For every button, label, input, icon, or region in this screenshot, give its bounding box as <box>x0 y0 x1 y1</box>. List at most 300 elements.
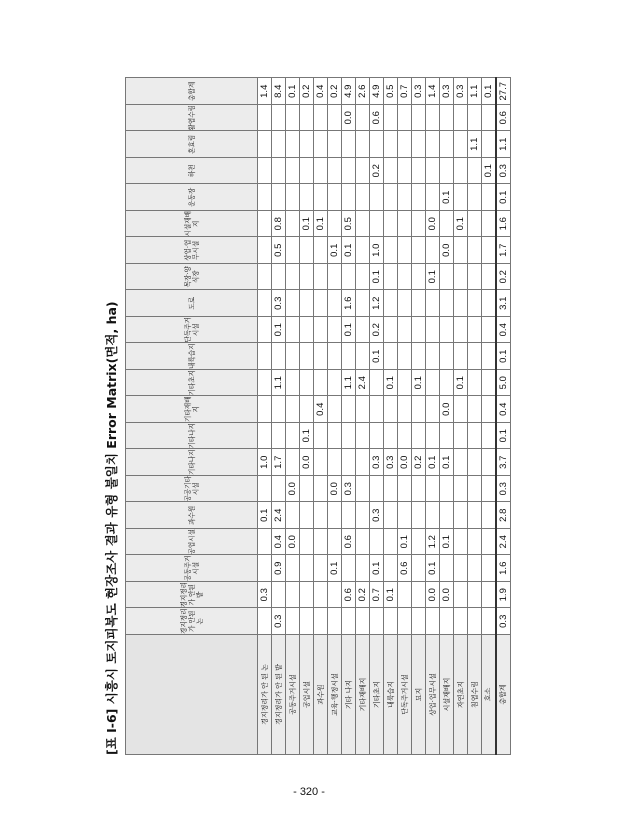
matrix-cell: 1.0 <box>370 237 384 264</box>
matrix-cell: 0.1 <box>440 449 454 476</box>
matrix-cell <box>300 317 314 344</box>
matrix-cell <box>370 131 384 158</box>
table-row <box>454 78 468 755</box>
matrix-cell <box>468 555 482 582</box>
matrix-cell <box>482 184 496 211</box>
matrix-cell <box>258 105 272 132</box>
matrix-cell: 0.2 <box>370 317 384 344</box>
matrix-cell <box>454 582 468 609</box>
matrix-cell: 0.1 <box>440 184 454 211</box>
total-cell: 3.7 <box>496 449 511 476</box>
matrix-cell <box>300 343 314 370</box>
matrix-cell: 1.4 <box>258 78 272 105</box>
matrix-cell: 1.0 <box>258 449 272 476</box>
matrix-cell <box>412 502 426 529</box>
matrix-cell <box>286 555 300 582</box>
matrix-cell: 0.3 <box>384 449 398 476</box>
matrix-cell <box>286 158 300 185</box>
matrix-cell: 0.1 <box>370 343 384 370</box>
matrix-cell <box>286 237 300 264</box>
matrix-cell <box>412 608 426 635</box>
matrix-cell: 0.1 <box>454 370 468 397</box>
matrix-cell <box>412 264 426 291</box>
matrix-cell <box>258 423 272 450</box>
matrix-cell <box>412 131 426 158</box>
column-header: 도로 <box>126 290 258 317</box>
row-header: 기타재배지 <box>356 635 370 755</box>
matrix-cell <box>314 370 328 397</box>
page-number: - 320 - <box>293 786 325 798</box>
matrix-cell: 0.1 <box>398 529 412 556</box>
matrix-cell <box>412 237 426 264</box>
column-header: 기타재배지 <box>126 396 258 423</box>
matrix-cell: 1.1 <box>468 78 482 105</box>
matrix-cell: 0.7 <box>398 78 412 105</box>
matrix-cell <box>328 264 342 291</box>
matrix-cell <box>482 423 496 450</box>
matrix-cell <box>258 529 272 556</box>
row-header: 경지정리가 안 된 밭 <box>272 635 286 755</box>
matrix-cell: 0.0 <box>328 476 342 503</box>
matrix-cell <box>356 502 370 529</box>
matrix-cell: 0.4 <box>272 529 286 556</box>
matrix-cell <box>300 264 314 291</box>
matrix-cell <box>342 184 356 211</box>
matrix-cell <box>356 449 370 476</box>
matrix-cell <box>300 582 314 609</box>
matrix-cell <box>482 237 496 264</box>
total-cell: 0.1 <box>496 184 511 211</box>
matrix-cell <box>426 396 440 423</box>
matrix-cell: 0.7 <box>370 582 384 609</box>
matrix-cell <box>468 396 482 423</box>
matrix-cell <box>468 158 482 185</box>
matrix-cell <box>482 131 496 158</box>
matrix-cell <box>454 423 468 450</box>
table-row <box>370 78 384 755</box>
matrix-cell <box>328 529 342 556</box>
matrix-cell <box>426 290 440 317</box>
matrix-cell: 0.0 <box>286 476 300 503</box>
matrix-cell: 0.3 <box>272 290 286 317</box>
matrix-cell: 0.2 <box>356 582 370 609</box>
matrix-cell <box>468 423 482 450</box>
matrix-cell <box>440 290 454 317</box>
total-cell: 0.3 <box>496 476 511 503</box>
matrix-cell <box>300 502 314 529</box>
matrix-cell: 0.6 <box>342 529 356 556</box>
matrix-cell <box>258 264 272 291</box>
matrix-cell <box>440 555 454 582</box>
matrix-cell <box>314 158 328 185</box>
rotated-document <box>101 75 511 755</box>
matrix-cell <box>482 529 496 556</box>
matrix-cell <box>328 211 342 238</box>
matrix-cell <box>258 370 272 397</box>
matrix-cell <box>384 343 398 370</box>
matrix-cell <box>482 317 496 344</box>
matrix-cell <box>440 158 454 185</box>
matrix-cell <box>384 555 398 582</box>
matrix-cell: 0.0 <box>426 582 440 609</box>
matrix-cell: 0.1 <box>426 449 440 476</box>
matrix-cell <box>454 184 468 211</box>
matrix-cell <box>328 184 342 211</box>
matrix-cell <box>258 343 272 370</box>
matrix-cell <box>342 449 356 476</box>
matrix-cell: 0.3 <box>370 502 384 529</box>
matrix-cell: 0.1 <box>482 78 496 105</box>
matrix-cell <box>426 184 440 211</box>
matrix-cell: 0.6 <box>342 582 356 609</box>
matrix-cell <box>398 158 412 185</box>
matrix-cell <box>384 317 398 344</box>
matrix-cell <box>398 396 412 423</box>
matrix-cell <box>468 370 482 397</box>
column-header: 경지정리가 안된 논 <box>126 608 258 635</box>
row-header: 내륙습지 <box>384 635 398 755</box>
matrix-cell <box>300 476 314 503</box>
matrix-cell <box>314 423 328 450</box>
matrix-cell: 0.1 <box>272 317 286 344</box>
matrix-cell <box>314 608 328 635</box>
matrix-cell <box>482 502 496 529</box>
matrix-cell: 0.0 <box>342 105 356 132</box>
row-header: 경지정리가 안 된 논 <box>258 635 272 755</box>
matrix-cell <box>454 396 468 423</box>
matrix-cell: 0.3 <box>370 449 384 476</box>
column-header: 내륙습지 <box>126 343 258 370</box>
matrix-cell: 0.1 <box>454 211 468 238</box>
matrix-cell <box>356 317 370 344</box>
matrix-cell <box>286 264 300 291</box>
matrix-cell <box>412 343 426 370</box>
matrix-cell <box>412 290 426 317</box>
matrix-cell <box>328 290 342 317</box>
matrix-cell <box>314 582 328 609</box>
matrix-cell <box>454 529 468 556</box>
matrix-cell <box>272 343 286 370</box>
matrix-cell <box>412 211 426 238</box>
matrix-cell <box>454 608 468 635</box>
matrix-cell <box>258 396 272 423</box>
row-header: 단독주거시설 <box>398 635 412 755</box>
table-row <box>412 78 426 755</box>
row-header: 과수원 <box>314 635 328 755</box>
matrix-cell <box>454 158 468 185</box>
matrix-cell <box>356 290 370 317</box>
matrix-cell <box>328 158 342 185</box>
matrix-cell <box>398 370 412 397</box>
table-row <box>328 78 342 755</box>
matrix-cell: 4.9 <box>370 78 384 105</box>
total-cell: 1.6 <box>496 555 511 582</box>
matrix-cell <box>468 343 482 370</box>
matrix-cell: 0.1 <box>370 264 384 291</box>
matrix-cell <box>286 131 300 158</box>
matrix-cell: 0.3 <box>342 476 356 503</box>
matrix-cell <box>258 476 272 503</box>
matrix-cell <box>300 184 314 211</box>
matrix-cell <box>398 582 412 609</box>
total-cell: 0.3 <box>496 608 511 635</box>
matrix-cell <box>258 211 272 238</box>
column-header: 시설재배지 <box>126 211 258 238</box>
matrix-cell: 8.4 <box>272 78 286 105</box>
matrix-cell <box>454 476 468 503</box>
matrix-cell <box>356 423 370 450</box>
matrix-cell: 0.1 <box>384 582 398 609</box>
matrix-cell: 0.1 <box>314 211 328 238</box>
matrix-cell <box>286 449 300 476</box>
matrix-cell <box>328 502 342 529</box>
matrix-cell: 0.1 <box>300 423 314 450</box>
matrix-cell <box>398 290 412 317</box>
matrix-cell <box>300 608 314 635</box>
matrix-cell <box>356 184 370 211</box>
matrix-cell <box>454 343 468 370</box>
matrix-cell <box>468 237 482 264</box>
matrix-cell: 0.5 <box>272 237 286 264</box>
matrix-cell <box>356 105 370 132</box>
matrix-cell: 0.0 <box>440 237 454 264</box>
matrix-cell <box>384 396 398 423</box>
row-header: 상업·업무시설 <box>426 635 440 755</box>
matrix-cell: 0.1 <box>482 158 496 185</box>
matrix-cell <box>314 555 328 582</box>
matrix-cell: 0.0 <box>398 449 412 476</box>
matrix-cell <box>412 396 426 423</box>
matrix-cell: 0.3 <box>258 582 272 609</box>
matrix-cell: 0.2 <box>328 78 342 105</box>
matrix-cell <box>356 396 370 423</box>
matrix-cell <box>328 131 342 158</box>
matrix-cell <box>454 449 468 476</box>
matrix-cell <box>426 502 440 529</box>
column-header: 공공기타시설 <box>126 476 258 503</box>
matrix-cell <box>286 211 300 238</box>
matrix-cell <box>468 476 482 503</box>
matrix-cell: 0.3 <box>440 78 454 105</box>
matrix-cell <box>426 158 440 185</box>
matrix-cell: 0.1 <box>370 555 384 582</box>
row-header: 공업시설 <box>300 635 314 755</box>
total-cell: 1.9 <box>496 582 511 609</box>
matrix-cell <box>370 396 384 423</box>
matrix-cell <box>370 211 384 238</box>
matrix-cell <box>482 105 496 132</box>
matrix-cell <box>384 502 398 529</box>
matrix-cell <box>328 396 342 423</box>
matrix-cell <box>440 476 454 503</box>
matrix-cell <box>314 105 328 132</box>
matrix-cell <box>314 343 328 370</box>
total-cell: 0.3 <box>496 158 511 185</box>
table-row <box>314 78 328 755</box>
matrix-cell: 0.6 <box>398 555 412 582</box>
matrix-cell <box>300 555 314 582</box>
matrix-cell <box>328 343 342 370</box>
matrix-cell <box>272 158 286 185</box>
total-cell: 0.2 <box>496 264 511 291</box>
matrix-cell <box>328 449 342 476</box>
matrix-cell <box>370 423 384 450</box>
matrix-cell <box>468 449 482 476</box>
matrix-cell: 1.4 <box>426 78 440 105</box>
matrix-cell <box>384 608 398 635</box>
total-row <box>496 78 511 755</box>
matrix-cell <box>398 608 412 635</box>
matrix-cell: 0.1 <box>328 555 342 582</box>
matrix-cell <box>468 529 482 556</box>
matrix-cell <box>258 317 272 344</box>
matrix-cell <box>286 343 300 370</box>
matrix-cell <box>370 529 384 556</box>
matrix-cell <box>384 290 398 317</box>
matrix-cell <box>468 105 482 132</box>
matrix-cell <box>482 290 496 317</box>
matrix-cell: 0.5 <box>384 78 398 105</box>
column-header: 경지정리가 안된 밭 <box>126 582 258 609</box>
matrix-cell <box>440 131 454 158</box>
matrix-cell <box>272 264 286 291</box>
matrix-cell <box>440 105 454 132</box>
total-cell: 5.0 <box>496 370 511 397</box>
matrix-cell <box>412 317 426 344</box>
matrix-cell <box>384 476 398 503</box>
matrix-cell <box>468 608 482 635</box>
matrix-cell <box>440 423 454 450</box>
matrix-cell <box>300 131 314 158</box>
table-row <box>468 78 482 755</box>
matrix-cell <box>356 476 370 503</box>
error-matrix-table <box>125 78 511 756</box>
matrix-cell <box>426 131 440 158</box>
matrix-cell: 0.1 <box>300 211 314 238</box>
table-row <box>482 78 496 755</box>
matrix-cell <box>356 211 370 238</box>
matrix-cell: 0.2 <box>370 158 384 185</box>
matrix-cell <box>412 105 426 132</box>
matrix-cell <box>328 105 342 132</box>
matrix-cell <box>454 264 468 291</box>
matrix-cell <box>314 529 328 556</box>
column-header: 기타나지 <box>126 423 258 450</box>
matrix-cell <box>440 370 454 397</box>
matrix-cell <box>370 184 384 211</box>
matrix-cell: 0.4 <box>314 396 328 423</box>
total-cell: 27.7 <box>496 78 511 105</box>
matrix-cell <box>286 184 300 211</box>
matrix-cell <box>398 211 412 238</box>
matrix-cell <box>426 608 440 635</box>
matrix-cell: 0.2 <box>300 78 314 105</box>
matrix-cell <box>454 317 468 344</box>
matrix-cell <box>412 529 426 556</box>
matrix-cell <box>440 343 454 370</box>
matrix-cell <box>454 502 468 529</box>
total-cell: 0.6 <box>496 105 511 132</box>
matrix-cell: 0.1 <box>412 370 426 397</box>
matrix-cell <box>314 476 328 503</box>
matrix-cell: 0.6 <box>370 105 384 132</box>
matrix-cell: 0.1 <box>440 529 454 556</box>
table-title: [표 Ⅰ-6] 시흥시 토지피복도 현장조사 결과 유형 불일치 Error Matrix(면적, ha) <box>104 301 119 755</box>
matrix-cell <box>412 476 426 503</box>
matrix-cell: 0.0 <box>286 529 300 556</box>
matrix-cell <box>258 608 272 635</box>
matrix-cell: 0.1 <box>258 502 272 529</box>
row-header: 묘지 <box>412 635 426 755</box>
matrix-cell <box>314 131 328 158</box>
matrix-cell: 1.6 <box>342 290 356 317</box>
matrix-cell: 0.5 <box>342 211 356 238</box>
matrix-cell: 1.1 <box>468 131 482 158</box>
column-header: 상업·업무시설 <box>126 237 258 264</box>
matrix-cell <box>412 423 426 450</box>
matrix-cell: 0.1 <box>342 237 356 264</box>
row-header: 교육·행정시설 <box>328 635 342 755</box>
matrix-cell <box>468 211 482 238</box>
column-header: 운동장 <box>126 184 258 211</box>
matrix-cell <box>342 158 356 185</box>
matrix-cell <box>272 131 286 158</box>
matrix-cell <box>454 555 468 582</box>
total-cell: 1.1 <box>496 131 511 158</box>
matrix-cell: 0.1 <box>426 555 440 582</box>
matrix-cell <box>286 370 300 397</box>
matrix-cell: 2.4 <box>272 502 286 529</box>
matrix-cell <box>300 290 314 317</box>
matrix-cell <box>314 449 328 476</box>
matrix-cell <box>440 608 454 635</box>
matrix-cell <box>468 582 482 609</box>
matrix-cell <box>258 555 272 582</box>
matrix-cell <box>384 423 398 450</box>
matrix-cell <box>356 131 370 158</box>
matrix-cell <box>356 555 370 582</box>
matrix-cell <box>384 529 398 556</box>
column-header: 기타초지 <box>126 370 258 397</box>
matrix-cell <box>328 582 342 609</box>
column-header: 활엽수림 <box>126 105 258 132</box>
row-header: 자연초지 <box>454 635 468 755</box>
matrix-cell <box>314 264 328 291</box>
matrix-cell: 0.4 <box>314 78 328 105</box>
column-header: 공동주거시설 <box>126 555 258 582</box>
matrix-cell <box>272 105 286 132</box>
table-row <box>272 78 286 755</box>
matrix-cell <box>356 158 370 185</box>
matrix-cell <box>258 131 272 158</box>
matrix-cell <box>300 105 314 132</box>
matrix-cell: 4.9 <box>342 78 356 105</box>
matrix-cell <box>328 423 342 450</box>
matrix-cell <box>412 582 426 609</box>
table-row <box>398 78 412 755</box>
matrix-cell <box>468 502 482 529</box>
matrix-cell <box>384 158 398 185</box>
matrix-cell <box>468 290 482 317</box>
matrix-cell <box>482 211 496 238</box>
total-cell: 2.8 <box>496 502 511 529</box>
total-cell: 1.6 <box>496 211 511 238</box>
column-header: 혼효림 <box>126 131 258 158</box>
total-cell: 0.4 <box>496 396 511 423</box>
matrix-cell <box>370 608 384 635</box>
matrix-cell <box>342 343 356 370</box>
column-header: 목장·양식장 <box>126 264 258 291</box>
